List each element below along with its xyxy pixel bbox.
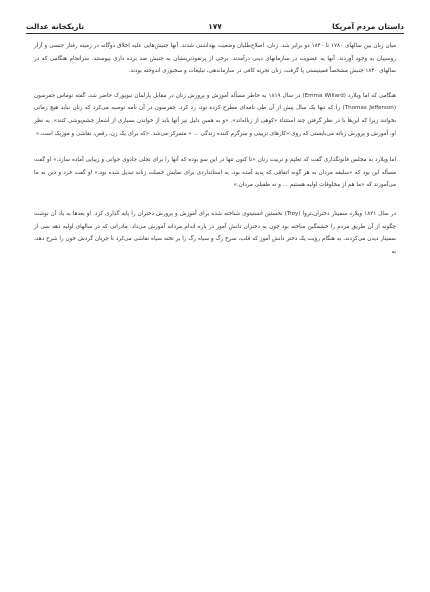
body-text xyxy=(34,40,396,272)
page-number: ۱۷۷ xyxy=(208,22,222,31)
latin-name-thomas-jefferson: Thomas Jefferson xyxy=(344,105,394,112)
paragraph-4-text-b: ) نخستین انستیتوی شناخته شده برای آموزش و پرورش دختران را پایه گذاری کرد. او بعدها به یاد آن نوشت چگونه از آن طریق مردم را خشمگین ساخته بود چون به دختران دانش آموز در باره اندام مردانه آموزش می‌داد. مادرانی که در سالهای اولیه دهه سی از سمینار دیدن می‌کردند، به هنگام رؤیت یک دختر دانش آموز که قلب، سرخ رگ و سیاه رگ را بر تخته سیاه نقاشی می‌کرد تا جریان گردش خون را شرح دهد، به xyxy=(34,210,396,255)
paragraph-4 xyxy=(34,208,396,258)
book-title: داستان مردم آمریکا xyxy=(332,22,404,31)
latin-name-troy: Troy xyxy=(286,210,299,217)
paragraph-1-text: میان زنان بین سالهای ۱۷۸۰ تا ۱۸۴۰ دو برابر شد. زنان، اصلاح‌طلبان وضعیت بهداشتی شدند. آنها جنبش‌هایی علیه اخلاق دوگانه در زمینه رفتار جنسی و آزار روسپیان به وجود آوردند. آنها به عضویت در سازمانهای دینی درآمدند. برخی از پرنفوذترینشان به جنبش ضد برده داری پیوستند. سرانجام هنگامی که در سالهای ۱۸۴۰ جنبش مشخصاً فمینیستی پا گرفت، زنان تجربه کافی در سازماندهی، تبلیغات و سخنوری اندوخته بودند. xyxy=(34,43,396,75)
latin-name-emma-willard: Emma Willard xyxy=(304,92,344,99)
paragraph-2-text-a: هنگامی که اما ویلارد ( xyxy=(343,92,397,99)
header-divider xyxy=(26,33,404,34)
paragraph-1 xyxy=(34,40,396,78)
paragraph-3-text: اما ویلارد به مجلس قانونگذاری گفت که تعلیم و تربیت زنان «تا کنون تنها در این سو بوده که آنها را برای تجلی جادوی جوانی و زیبایی آماده سازد.» او گفت مسأله این بود که «سلیقه مردان به هر گونه اتفاقی که پدید آمده بود، به استانداردی برای نمایش خصلت زنانه تبدیل شده بود.» او گفت خرد و دین به ما می‌آموزند که «ما هم از مخلوقات اولیه هستیم ... و نه طفیلی مردان.» xyxy=(34,157,396,189)
paragraph-3 xyxy=(34,154,396,192)
paragraph-2-text-b: ) در سال ۱۸۱۹ به خاطر مسأله آموزش و پرورش زنان در مقابل پارلمان نیویورک حاضر شد، گفته توماس جفرسون ( xyxy=(34,92,396,112)
paragraph-2-text-c: ) را که تنها یک سال پیش از آن طی نامه‌ای مطرح کرده بود، رد کرد. جفرسون در آن نامه توصیه می‌کرد که زنان نباید هیچ رمانی بخوانند زیرا که این‌ها با در نظر گرفتن چند استثناء «کوهی از زباله‌اند». «و به همین دلیل نیز آنها باید از خواندن بسیاری از اشعار چشم‌پوشی کنند». به نظر او، آموزش و پرورش زنانه می‌بایستی که روی «کارهای تزیینی و سرگرم کننده زندگی ... » متمرکز می‌شد. «که برای یک زن، رقص، نقاشی و موزیک است.» xyxy=(34,105,396,137)
paragraph-4-text-a: در سال ۱۸۲۱ ویلارد سمینار دختران‌ـ‌تروا ( xyxy=(298,210,396,217)
chapter-title: تاریکخانه عدالت xyxy=(26,22,85,31)
paragraph-2 xyxy=(34,90,396,140)
